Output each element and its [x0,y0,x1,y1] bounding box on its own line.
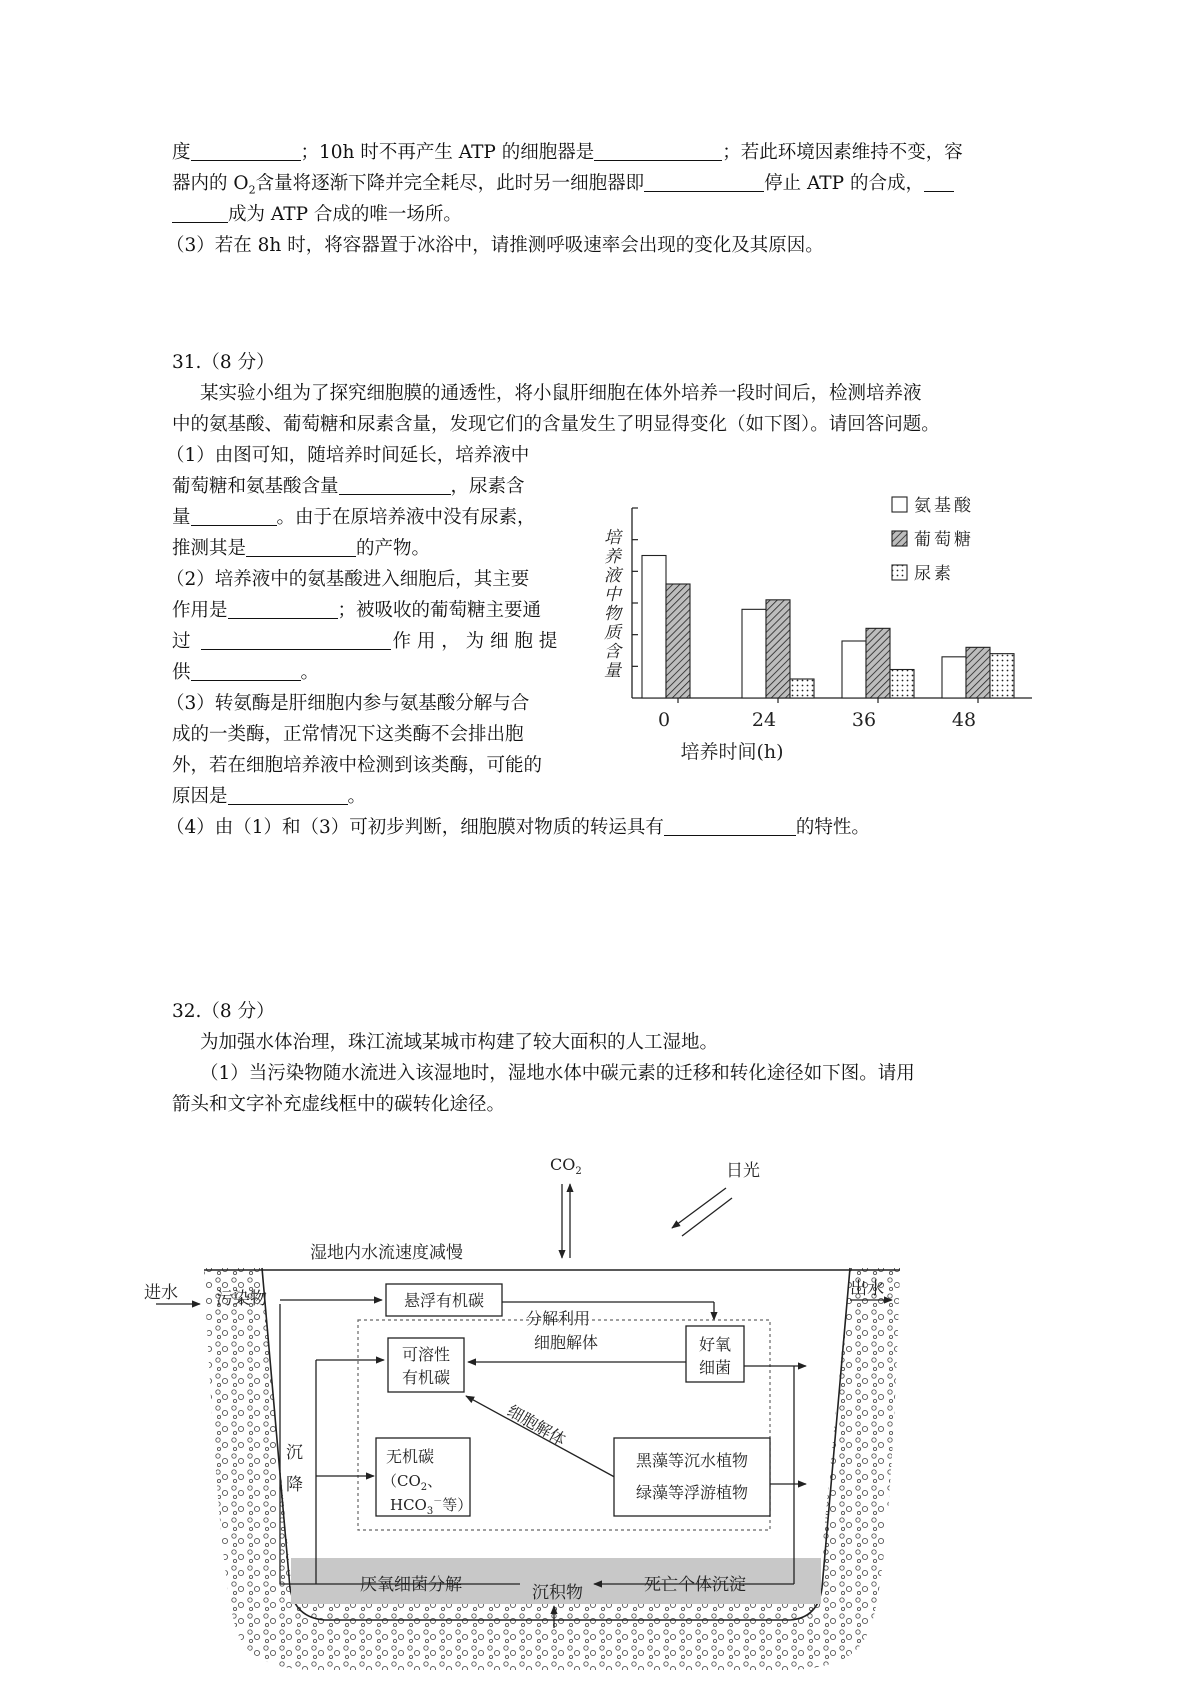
carbon-cycle-diagram [144,1148,970,1688]
answer-blank[interactable] [644,173,764,192]
cell-lysis-top-label: 细胞解体 [534,1333,599,1352]
q31-part3-line4: 原因是 。 [172,786,367,807]
bar-尿素-48 [990,654,1014,698]
q31-part2-line1: （2）培养液中的氨基酸进入细胞后，其主要 [166,569,530,590]
right-bank [818,1268,900,1638]
legend-label: 葡萄糖 [914,530,974,550]
plants-box [614,1438,770,1516]
q31-part1-line3: 量 。由于在原培养液中没有尿素， [172,507,536,528]
legend-swatch [892,497,907,512]
answer-blank[interactable] [246,538,356,557]
bar-尿素-36 [890,670,914,699]
q32-intro: 为加强水体治理，珠江流域某城市构建了较大面积的人工湿地。 [200,1032,719,1053]
sediment-label-1: 沉 [286,1443,303,1463]
bar-氨基酸-24 [742,609,766,698]
answer-blank[interactable] [191,507,277,526]
q31-intro-2: 中的氨基酸、葡萄糖和尿素含量，发现它们的含量发生了明显得变化（如下图）。请回答问题。 [172,414,940,435]
inorganic-label-3: $HCO_3^-$等） [390,1496,473,1517]
sunlight-arrow-2 [682,1198,732,1236]
q32-part1-line2: 箭头和文字补充虚线框中的碳转化途径。 [172,1094,506,1115]
plants-label-1: 黑藻等沉水植物 [635,1451,749,1470]
q31-part4: （4）由（1）和（3）可初步判断，细胞膜对物质的转运具有 的特性。 [166,817,870,838]
bar-chart [600,496,1170,818]
sunlight-label: 日光 [726,1161,760,1181]
x-tick-label: 24 [751,709,777,731]
basin-bottom [240,1593,865,1670]
aerobic-label-2: 细菌 [698,1358,732,1377]
q31-part3-line2: 成的一类酶，正常情况下这类酶不会排出胞 [172,724,524,745]
co2-label: $CO_2$ [550,1155,582,1177]
pollutant-label: 污染物 [216,1289,267,1309]
cell-lysis-diagonal-label: 细胞解体 [504,1401,569,1450]
answer-blank[interactable] [228,600,338,619]
dead-settle-label: 死亡个体沉淀 [644,1575,746,1595]
bar-氨基酸-0 [642,556,666,699]
answer-blank[interactable] [924,173,954,192]
q32-heading: 32.（8 分） [172,1001,275,1022]
plants-label-2: 绿藻等浮游植物 [635,1483,749,1502]
answer-blank[interactable] [339,476,451,495]
legend-label: 尿素 [914,564,954,584]
inorganic-label-1: 无机碳 [386,1447,435,1466]
decompose-use-label: 分解利用 [526,1309,591,1328]
water-in-label: 进水 [144,1283,178,1303]
q31-part2-line4: 供 。 [172,662,320,683]
q31-intro-1: 某实验小组为了探究细胞膜的通透性，将小鼠肝细胞在体外培养一段时间后，检测培养液 [200,383,922,404]
answer-blank[interactable] [191,142,301,161]
bar-葡萄糖-0 [666,584,690,698]
deposit-label: 沉积物 [532,1583,583,1603]
bar-葡萄糖-36 [866,628,890,698]
anaerobic-label: 厌氧细菌分解 [360,1575,462,1595]
bar-氨基酸-36 [842,641,866,698]
q31-part1-line4: 推测其是 的产物。 [172,538,431,559]
bar-氨基酸-48 [942,657,966,698]
q31-part1-line1: （1）由图可知，随培养时间延长，培养液中 [166,445,530,466]
q31-part1-line2: 葡萄糖和氨基酸含量 ，尿素含 [172,476,525,497]
soluble-label-2: 有机碳 [401,1368,451,1387]
soluble-label-1: 可溶性 [401,1345,451,1364]
q30-line-1: 度 ；10h 时不再产生 ATP 的细胞器是 ；若此环境因素维持不变，容 [172,142,963,163]
inorganic-label-2: （$CO_2$、 [382,1472,443,1493]
answer-blank[interactable] [191,662,301,681]
x-tick-label: 36 [851,709,877,731]
q31-part2-line3: 过 作 用 ， 为 细 胞 提 [172,631,558,652]
q31-part2-line2: 作用是 ；被吸收的葡萄糖主要通 [172,600,542,621]
q31-part3-line1: （3）转氨酶是肝细胞内参与氨基酸分解与合 [166,693,530,714]
answer-blank[interactable] [172,204,228,223]
x-tick-label: 48 [951,709,977,731]
q30-question-3: （3）若在 8h 时，将容器置于冰浴中，请推测呼吸速率会出现的变化及其原因。 [166,235,824,256]
water-out-label: 出水 [850,1279,884,1299]
bar-葡萄糖-24 [766,600,790,698]
aerobic-label-1: 好氧 [698,1335,732,1354]
answer-blank[interactable] [594,142,722,161]
bar-尿素-24 [790,679,814,698]
q32-part1-line1: （1）当污染物随水流进入该湿地时，湿地水体中碳元素的迁移和转化途径如下图。请用 [200,1063,915,1084]
q30-line-2: 器内的 $O_2$含量将逐渐下降并完全耗尽，此时另一细胞器即 停止 ATP 的合成， [172,172,954,203]
flow-slow-label: 湿地内水流速度减慢 [310,1243,463,1263]
q31-part3-line3: 外，若在细胞培养液中检测到该类酶，可能的 [172,755,543,776]
answer-blank[interactable] [228,786,348,805]
legend-swatch [892,565,907,580]
suspended-organic-carbon-label: 悬浮有机碳 [403,1291,485,1310]
x-tick-label: 0 [657,709,671,731]
answer-blank[interactable] [664,817,796,836]
y-axis-label: 培养液中物质含量 [600,528,620,680]
q30-line-3: 成为 ATP 合成的唯一场所。 [172,203,462,227]
answer-blank[interactable] [201,631,391,650]
legend-label: 氨基酸 [914,496,974,516]
q31-heading: 31.（8 分） [172,352,275,373]
legend-swatch [892,531,907,546]
bar-葡萄糖-48 [966,647,990,698]
x-axis-label: 培养时间(h) [680,741,784,763]
sediment-label-2: 降 [286,1475,303,1495]
